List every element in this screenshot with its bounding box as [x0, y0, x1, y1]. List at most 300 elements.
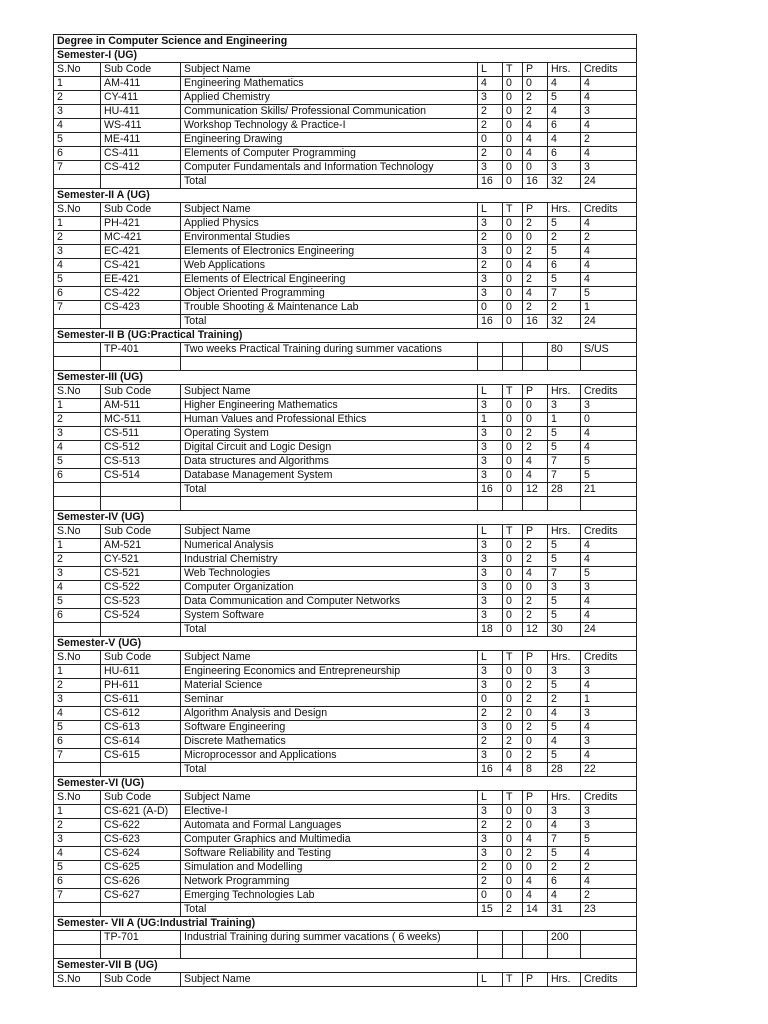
sub-code-cell: CS-611	[101, 693, 181, 707]
l-cell: 3	[478, 427, 503, 441]
sub-code-cell: HU-411	[101, 105, 181, 119]
subject-row	[54, 595, 637, 609]
credits-cell: 2	[581, 861, 637, 875]
subject-row	[54, 441, 637, 455]
credits-cell: 4	[581, 147, 637, 161]
subject-row	[54, 105, 637, 119]
t-cell: 0	[503, 805, 523, 819]
header-l: L	[478, 525, 503, 539]
l-cell: 3	[478, 567, 503, 581]
l-cell: 2	[478, 231, 503, 245]
sub-code-cell: CS-623	[101, 833, 181, 847]
blank-cell	[581, 357, 637, 371]
l-cell: 2	[478, 875, 503, 889]
sno-cell	[54, 175, 101, 189]
p-cell: 0	[523, 231, 548, 245]
semester-title-row	[54, 959, 637, 973]
credits-cell: 23	[581, 903, 637, 917]
t-cell: 0	[503, 175, 523, 189]
subject-row	[54, 693, 637, 707]
subject-row	[54, 665, 637, 679]
hrs-cell: 7	[548, 287, 581, 301]
sub-code-cell: CS-522	[101, 581, 181, 595]
sub-code-cell: PH-611	[101, 679, 181, 693]
header-hrs: Hrs.	[548, 203, 581, 217]
p-cell: 16	[523, 175, 548, 189]
header-l: L	[478, 203, 503, 217]
p-cell: 4	[523, 259, 548, 273]
subject-row	[54, 735, 637, 749]
p-cell: 4	[523, 567, 548, 581]
p-cell: 2	[523, 91, 548, 105]
hrs-cell: 31	[548, 903, 581, 917]
hrs-cell: 2	[548, 301, 581, 315]
hrs-cell: 6	[548, 119, 581, 133]
credits-cell	[581, 931, 637, 945]
hrs-cell: 2	[548, 231, 581, 245]
sub-code-cell: WS-411	[101, 119, 181, 133]
credits-cell: 4	[581, 273, 637, 287]
credits-cell: 3	[581, 665, 637, 679]
t-cell: 0	[503, 259, 523, 273]
l-cell: 3	[478, 217, 503, 231]
t-cell: 0	[503, 413, 523, 427]
l-cell: 3	[478, 581, 503, 595]
t-cell: 0	[503, 91, 523, 105]
l-cell: 3	[478, 287, 503, 301]
header-l: L	[478, 63, 503, 77]
l-cell: 16	[478, 763, 503, 777]
subject-row	[54, 77, 637, 91]
sno-cell: 3	[54, 105, 101, 119]
sno-cell: 7	[54, 161, 101, 175]
hrs-cell: 7	[548, 455, 581, 469]
sub-code-cell: CS-626	[101, 875, 181, 889]
header-p: P	[523, 385, 548, 399]
subject-name-cell: Computer Graphics and Multimedia	[181, 833, 478, 847]
credits-cell: 4	[581, 217, 637, 231]
hrs-cell: 5	[548, 217, 581, 231]
t-cell	[503, 931, 523, 945]
subject-row	[54, 455, 637, 469]
l-cell: 2	[478, 707, 503, 721]
sub-code-cell: CS-421	[101, 259, 181, 273]
sub-code-cell: ME-411	[101, 133, 181, 147]
header-code: Sub Code	[101, 63, 181, 77]
sno-cell: 1	[54, 77, 101, 91]
header-p: P	[523, 973, 548, 987]
header-p: P	[523, 203, 548, 217]
credits-cell: 4	[581, 427, 637, 441]
subject-name-cell: Computer Fundamentals and Information Technology	[181, 161, 478, 175]
p-cell: 4	[523, 889, 548, 903]
p-cell: 2	[523, 105, 548, 119]
l-cell: 2	[478, 259, 503, 273]
credits-cell: 24	[581, 623, 637, 637]
blank-cell	[181, 357, 478, 371]
t-cell: 0	[503, 105, 523, 119]
blank-cell	[54, 945, 101, 959]
hrs-cell: 5	[548, 91, 581, 105]
hrs-cell: 28	[548, 763, 581, 777]
p-cell: 0	[523, 161, 548, 175]
subject-row	[54, 609, 637, 623]
credits-cell: 5	[581, 469, 637, 483]
sno-cell: 6	[54, 469, 101, 483]
t-cell: 0	[503, 427, 523, 441]
training-row	[54, 343, 637, 357]
column-header-row	[54, 973, 637, 987]
sub-code-cell	[101, 623, 181, 637]
l-cell: 0	[478, 301, 503, 315]
semester-title: Semester-II A (UG)	[54, 189, 637, 203]
l-cell: 3	[478, 469, 503, 483]
l-cell: 2	[478, 105, 503, 119]
p-cell: 2	[523, 441, 548, 455]
subject-row	[54, 875, 637, 889]
p-cell: 0	[523, 77, 548, 91]
hrs-cell: 5	[548, 679, 581, 693]
credits-cell: 3	[581, 805, 637, 819]
header-p: P	[523, 651, 548, 665]
t-cell: 0	[503, 847, 523, 861]
header-hrs: Hrs.	[548, 791, 581, 805]
p-cell	[523, 343, 548, 357]
credits-cell: 22	[581, 763, 637, 777]
t-cell: 0	[503, 749, 523, 763]
curriculum-body	[54, 35, 637, 987]
t-cell: 0	[503, 595, 523, 609]
hrs-cell: 32	[548, 315, 581, 329]
subject-row	[54, 301, 637, 315]
blank-cell	[523, 945, 548, 959]
sub-code-cell: CS-514	[101, 469, 181, 483]
sub-code-cell: CS-423	[101, 301, 181, 315]
l-cell: 18	[478, 623, 503, 637]
subject-name-cell: Simulation and Modelling	[181, 861, 478, 875]
subject-name-cell: Engineering Drawing	[181, 133, 478, 147]
p-cell: 4	[523, 455, 548, 469]
semester-title-row	[54, 637, 637, 651]
sno-cell: 5	[54, 595, 101, 609]
t-cell: 0	[503, 567, 523, 581]
sub-code-cell: EC-421	[101, 245, 181, 259]
blank-cell	[503, 357, 523, 371]
subject-name-cell: Workshop Technology & Practice-I	[181, 119, 478, 133]
l-cell: 3	[478, 245, 503, 259]
hrs-cell: 3	[548, 581, 581, 595]
credits-cell: 4	[581, 721, 637, 735]
l-cell: 0	[478, 693, 503, 707]
header-l: L	[478, 973, 503, 987]
t-cell: 0	[503, 399, 523, 413]
sub-code-cell: TP-701	[101, 931, 181, 945]
header-name: Subject Name	[181, 385, 478, 399]
subject-name-cell: Digital Circuit and Logic Design	[181, 441, 478, 455]
blank-cell	[478, 945, 503, 959]
header-p: P	[523, 791, 548, 805]
credits-cell: 24	[581, 315, 637, 329]
credits-cell: 3	[581, 399, 637, 413]
p-cell: 0	[523, 861, 548, 875]
semester-title: Semester-VI (UG)	[54, 777, 637, 791]
p-cell: 0	[523, 707, 548, 721]
subject-row	[54, 287, 637, 301]
subject-name-cell: Material Science	[181, 679, 478, 693]
t-cell: 0	[503, 77, 523, 91]
l-cell: 15	[478, 903, 503, 917]
subject-name-cell: Seminar	[181, 693, 478, 707]
subject-row	[54, 133, 637, 147]
credits-cell: 2	[581, 889, 637, 903]
header-credits: Credits	[581, 525, 637, 539]
subject-name-cell: Engineering Mathematics	[181, 77, 478, 91]
sno-cell: 2	[54, 679, 101, 693]
blank-cell	[548, 357, 581, 371]
sno-cell: 7	[54, 301, 101, 315]
sno-cell	[54, 931, 101, 945]
header-sno: S.No	[54, 63, 101, 77]
p-cell: 4	[523, 119, 548, 133]
sno-cell: 4	[54, 581, 101, 595]
p-cell: 0	[523, 399, 548, 413]
subject-name-cell: Network Programming	[181, 875, 478, 889]
l-cell	[478, 931, 503, 945]
t-cell	[503, 343, 523, 357]
credits-cell: 4	[581, 441, 637, 455]
p-cell: 12	[523, 623, 548, 637]
subject-row	[54, 91, 637, 105]
training-row	[54, 931, 637, 945]
subject-row	[54, 721, 637, 735]
t-cell: 0	[503, 833, 523, 847]
sno-cell: 6	[54, 147, 101, 161]
hrs-cell: 1	[548, 413, 581, 427]
subject-name-cell: Web Applications	[181, 259, 478, 273]
header-sno: S.No	[54, 385, 101, 399]
column-header-row	[54, 651, 637, 665]
credits-cell: 2	[581, 231, 637, 245]
t-cell: 0	[503, 483, 523, 497]
t-cell: 0	[503, 889, 523, 903]
subject-row	[54, 567, 637, 581]
credits-cell: 3	[581, 581, 637, 595]
semester-title-row	[54, 189, 637, 203]
subject-row	[54, 259, 637, 273]
l-cell: 3	[478, 399, 503, 413]
t-cell: 0	[503, 875, 523, 889]
sub-code-cell: CS-412	[101, 161, 181, 175]
header-code: Sub Code	[101, 973, 181, 987]
column-header-row	[54, 525, 637, 539]
blank-cell	[503, 945, 523, 959]
subject-row	[54, 273, 637, 287]
hrs-cell: 5	[548, 749, 581, 763]
t-cell: 0	[503, 133, 523, 147]
header-credits: Credits	[581, 203, 637, 217]
subject-name-cell: Software Reliability and Testing	[181, 847, 478, 861]
hrs-cell: 5	[548, 273, 581, 287]
l-cell: 3	[478, 553, 503, 567]
subject-name-cell: Database Management System	[181, 469, 478, 483]
hrs-cell: 6	[548, 259, 581, 273]
subject-name-cell: Elective-I	[181, 805, 478, 819]
p-cell: 0	[523, 413, 548, 427]
sno-cell: 1	[54, 805, 101, 819]
t-cell: 2	[503, 903, 523, 917]
total-label: Total	[181, 175, 478, 189]
credits-cell: 4	[581, 847, 637, 861]
t-cell: 0	[503, 245, 523, 259]
header-l: L	[478, 385, 503, 399]
sub-code-cell: CS-614	[101, 735, 181, 749]
hrs-cell: 5	[548, 427, 581, 441]
subject-name-cell: Operating System	[181, 427, 478, 441]
subject-name-cell: Automata and Formal Languages	[181, 819, 478, 833]
header-p: P	[523, 525, 548, 539]
credits-cell: 4	[581, 749, 637, 763]
sub-code-cell	[101, 175, 181, 189]
column-header-row	[54, 203, 637, 217]
blank-cell	[181, 497, 478, 511]
blank-cell	[548, 497, 581, 511]
p-cell: 2	[523, 679, 548, 693]
hrs-cell: 4	[548, 77, 581, 91]
total-label: Total	[181, 483, 478, 497]
subject-row	[54, 231, 637, 245]
l-cell: 0	[478, 889, 503, 903]
sno-cell: 3	[54, 833, 101, 847]
hrs-cell: 6	[548, 875, 581, 889]
total-row	[54, 483, 637, 497]
hrs-cell: 4	[548, 707, 581, 721]
semester-title: Semester- VII A (UG:Industrial Training)	[54, 917, 637, 931]
hrs-cell: 3	[548, 161, 581, 175]
l-cell: 3	[478, 609, 503, 623]
sub-code-cell: CS-511	[101, 427, 181, 441]
curriculum-table	[53, 34, 637, 987]
hrs-cell: 4	[548, 819, 581, 833]
hrs-cell: 4	[548, 889, 581, 903]
header-code: Sub Code	[101, 525, 181, 539]
p-cell: 0	[523, 735, 548, 749]
hrs-cell: 5	[548, 539, 581, 553]
p-cell: 2	[523, 217, 548, 231]
sub-code-cell	[101, 315, 181, 329]
header-hrs: Hrs.	[548, 651, 581, 665]
semester-title: Semester-II B (UG:Practical Training)	[54, 329, 637, 343]
t-cell: 2	[503, 819, 523, 833]
credits-cell: 2	[581, 133, 637, 147]
sub-code-cell: CS-612	[101, 707, 181, 721]
hrs-cell: 4	[548, 133, 581, 147]
hrs-cell: 5	[548, 847, 581, 861]
l-cell: 0	[478, 133, 503, 147]
sub-code-cell	[101, 483, 181, 497]
l-cell: 2	[478, 147, 503, 161]
sno-cell: 2	[54, 553, 101, 567]
header-hrs: Hrs.	[548, 385, 581, 399]
sub-code-cell: CS-624	[101, 847, 181, 861]
sub-code-cell: CS-521	[101, 567, 181, 581]
t-cell: 2	[503, 707, 523, 721]
blank-cell	[101, 497, 181, 511]
subject-row	[54, 581, 637, 595]
hrs-cell: 200	[548, 931, 581, 945]
blank-row	[54, 945, 637, 959]
subject-name-cell: Numerical Analysis	[181, 539, 478, 553]
t-cell: 0	[503, 693, 523, 707]
sub-code-cell: MC-511	[101, 413, 181, 427]
t-cell: 0	[503, 217, 523, 231]
t-cell: 0	[503, 119, 523, 133]
p-cell: 2	[523, 273, 548, 287]
header-code: Sub Code	[101, 791, 181, 805]
semester-title-row	[54, 49, 637, 63]
credits-cell: 4	[581, 119, 637, 133]
t-cell: 0	[503, 539, 523, 553]
hrs-cell: 7	[548, 567, 581, 581]
sno-cell: 6	[54, 875, 101, 889]
subject-row	[54, 861, 637, 875]
sub-code-cell: AM-411	[101, 77, 181, 91]
subject-row	[54, 553, 637, 567]
l-cell: 3	[478, 539, 503, 553]
hrs-cell: 5	[548, 721, 581, 735]
subject-name-cell: Elements of Electronics Engineering	[181, 245, 478, 259]
l-cell: 3	[478, 91, 503, 105]
subject-row	[54, 147, 637, 161]
subject-row	[54, 889, 637, 903]
degree-title: Degree in Computer Science and Engineering	[54, 35, 637, 49]
hrs-cell: 3	[548, 399, 581, 413]
hrs-cell: 5	[548, 609, 581, 623]
sub-code-cell: CS-512	[101, 441, 181, 455]
subject-name-cell: Software Engineering	[181, 721, 478, 735]
subject-row	[54, 847, 637, 861]
credits-cell: 3	[581, 819, 637, 833]
subject-row	[54, 217, 637, 231]
l-cell: 16	[478, 315, 503, 329]
l-cell: 4	[478, 77, 503, 91]
p-cell: 2	[523, 427, 548, 441]
subject-row	[54, 539, 637, 553]
credits-cell: 5	[581, 287, 637, 301]
l-cell: 3	[478, 847, 503, 861]
p-cell: 2	[523, 595, 548, 609]
p-cell: 2	[523, 609, 548, 623]
subject-name-cell: Algorithm Analysis and Design	[181, 707, 478, 721]
sno-cell	[54, 623, 101, 637]
blank-cell	[581, 497, 637, 511]
blank-cell	[523, 497, 548, 511]
l-cell: 2	[478, 119, 503, 133]
t-cell: 0	[503, 469, 523, 483]
t-cell: 2	[503, 735, 523, 749]
subject-row	[54, 469, 637, 483]
header-name: Subject Name	[181, 791, 478, 805]
header-l: L	[478, 791, 503, 805]
p-cell: 0	[523, 581, 548, 595]
l-cell: 3	[478, 721, 503, 735]
credits-cell: 5	[581, 567, 637, 581]
header-hrs: Hrs.	[548, 525, 581, 539]
semester-title: Semester-III (UG)	[54, 371, 637, 385]
semester-title: Semester-VII B (UG)	[54, 959, 637, 973]
credits-cell: 4	[581, 609, 637, 623]
subject-name-cell: Elements of Electrical Engineering	[181, 273, 478, 287]
sno-cell	[54, 903, 101, 917]
